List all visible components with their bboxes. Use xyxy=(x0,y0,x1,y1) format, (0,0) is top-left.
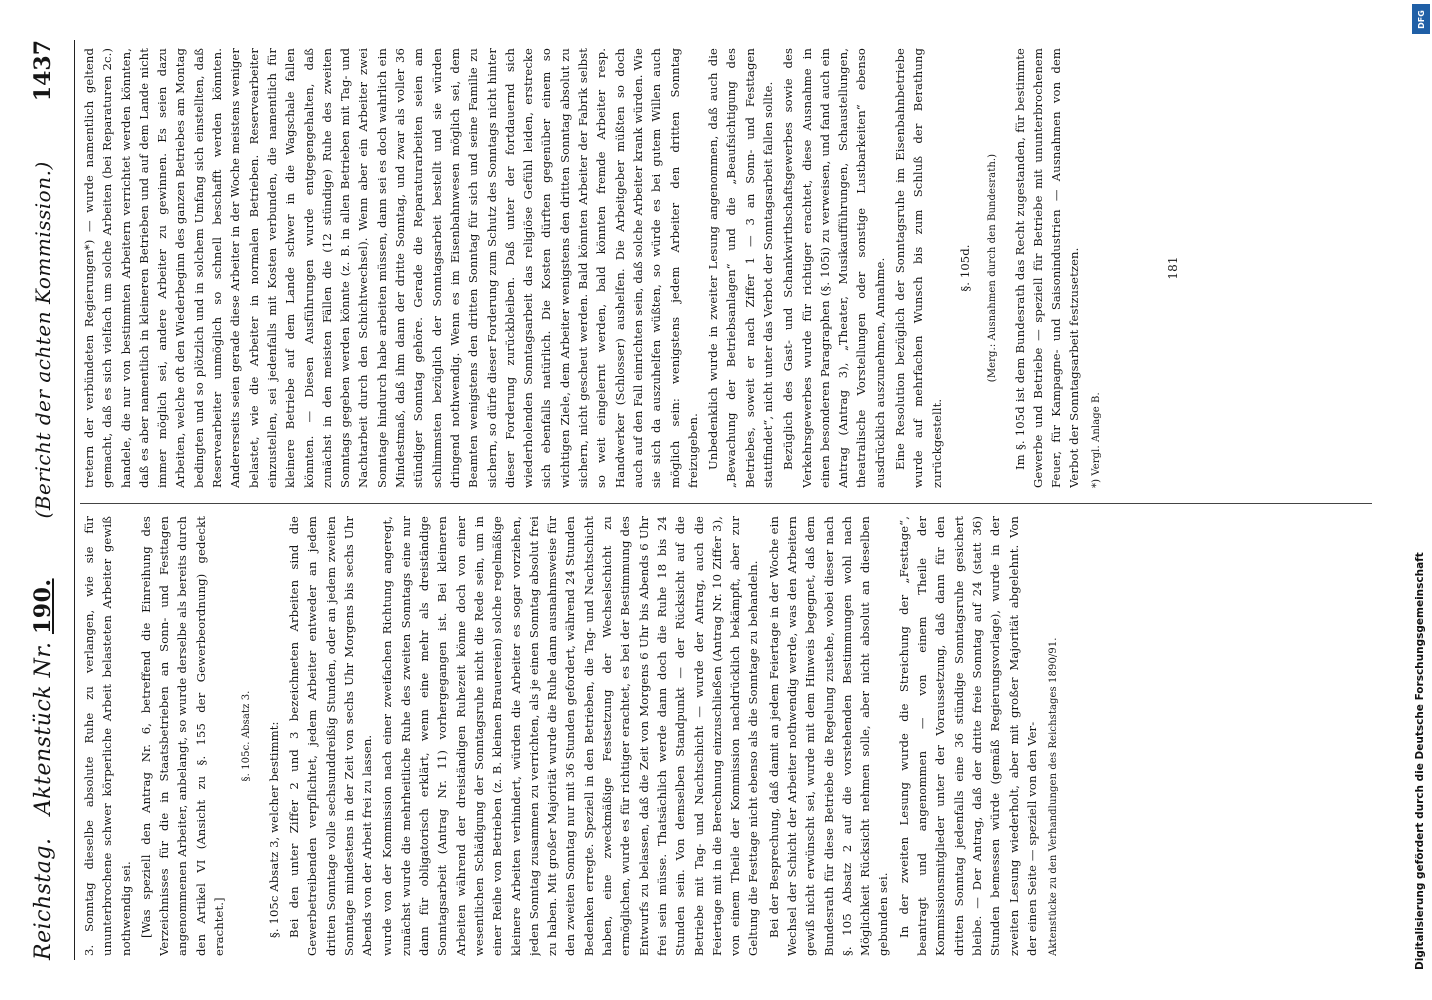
right-footnote: *) Vergl. Anlage B. xyxy=(1090,392,1102,488)
paragraph: Bezüglich des Gast- und Schankwirthschaftsgewerbes sowie des Verkehrsgewerbes wurde für richtiger erachtet, diese Ausnahme in einen besonderen Paragraphen (§. 105i) zu verweisen, und fand auch ein Antrag (Antrag 3), „Theater, Musikaufführungen, Schaustellungen, theatralische Vorstellungen oder sonstige Lustbarkeiten“ ebenso ausdrücklich auszunehmen, Annahme. xyxy=(781,48,887,488)
header-section-title: (Bericht der achten Kommission.) xyxy=(31,161,55,519)
right-column xyxy=(80,48,1372,488)
section-105d-title: §. 105d. xyxy=(957,244,972,292)
header-document-number: 190. xyxy=(30,578,56,635)
section-105d-subtitle: (Merg.: Ausnahmen durch den Bundesrath.) xyxy=(987,153,999,383)
dfg-logo xyxy=(1412,4,1430,34)
section-105d-text: Im §. 105d ist dem Bundesrath das Recht zugestanden, für bestimmte Gewerbe und Betriebe — speziell für Betriebe mit ununterbrochenem Feuer, für Kampagne- und Saisonindustrien — Ausnahmen von dem Verbot der Sonntagsarbeit festzusetzen. xyxy=(1012,48,1082,488)
page-header xyxy=(30,40,72,960)
header-left xyxy=(30,578,56,960)
paragraph: In der zweiten Lesung wurde die Streichung der „Festtage“, beantragt und angenommen — von einem Theile der Kommissionsmitglieder unter der Voraussetzung, daß dann für den dritten Sonntag jedenfalls eine 36 stündige Sonntagsruhe gesichert bleibe. — Der Antrag, daß der dritte freie Sonntag auf 24 (statt 36) Stunden bemessen würde (gemäß Regierungsvorlage), wurde in der zweiten Lesung wiederholt, aber mit großer Majorität abgelehnt. Von der einen Seite — speziell von den Ver- xyxy=(896,516,1039,956)
paragraph: 3. Sonntag dieselbe absolute Ruhe zu verlangen, wie sie für ununterbrochene schwer körperliche Arbeit belasteten Arbeiter gewiß nothwendig sei. xyxy=(82,516,133,956)
paragraph: Unbedenklich wurde in zweiter Lesung angenommen, daß auch die „Bewachung der Betriebsanlagen“ und die „Beaufsichtigung des Betriebes, soweit er nach Ziffer 1 — 3 an Sonn- und Festtagen stattfindet“, nicht unter das Verbot der Sonntagsarbeit fallen sollte. xyxy=(706,48,775,488)
dfg-watermark xyxy=(1410,0,1430,1000)
paragraph: [Was speziell den Antrag Nr. 6, betreffend die Einreihung des Verzeichnisses für die in Staatsbetrieben an Sonn- und Festtagen angenommenen Arbeiter, anbelangt, so wurde derselbe als bereits durch den Artikel VI (Ansicht zu §. 155 der Gewerbeordnung) gedeckt erachtet.] xyxy=(138,516,227,956)
header-rule xyxy=(74,40,75,960)
paragraph: tretern der verbündeten Regierungen*) — wurde namentlich geltend gemacht, daß es sich vielfach um solche Arbeiten (bei Reparaturen 2c.) handele, die nur von bestimmten Arbeitern verrichtet werden könnten, daß es aber namentlich in kleineren Betrieben und auf dem Lande nicht immer möglich sei, andere Arbeiter zu gewinnen. Es seien dazu Arbeiten, welche oft den Wiederbeginn des ganzen Betriebes am Montag bedingten und so plötzlich und in solchem Umfang sich einstellten, daß Reservearbeiter unmöglich so schnell beschafft werden könnten. Andererseits seien gerade diese Arbeiter in der Woche meistens weniger belastet, wie die Arbeiter in normalen Betrieben. Reservearbeiter einzustellen, sei jedenfalls mit Kosten verbunden, die namentlich für kleinere Betriebe auf dem Lande schwer in die Wagschale fallen könnten. — Diesen Ausführungen wurde entgegengehalten, daß zunächst in den meisten Fällen die (12 stündige) Ruhe des zweiten Sonntags gegeben werden könnte (z. B. in allen Betrieben mit Tag- und Nachtarbeit durch den Schichtwechsel). Wenn aber ein Arbeiter zwei Sonntage hindurch habe arbeiten müssen, dann sei es doch wahrlich ein Mindestmaß, daß ihm dann der dritte Sonntag, und zwar als voller 36 stündiger Sonntag gehöre. Gerade die Reparaturarbeiten seien am schlimmsten bezüglich der Sonntagsarbeit bestellt und sie würden dringend nothwendig. Wenn es im Eisenbahnwesen möglich sei, dem Beamten wenigstens den dritten Sonntag für sich und seine Familie zu sichern, so dürfe dieser Forderung zum Schutz des Sonntags nicht hinter dieser Forderung zurückbleiben. Daß unter der fortdauernd sich wiederholenden Sonntagsarbeit das religiöse Gefühl leiden, erstrecke sich ebenfalls natürlich. Die Kosten dürften gegenüber einem so wichtigen Ziele, dem Arbeiter wenigstens den dritten Sonntag absolut zu sichern, nicht gescheut werden. Bald könnten Arbeiter der Fabrik selbst so weit eingelernt werden, bald könnten fremde Arbeiter resp. Handwerker (Schlosser) aushelfen. Die Arbeitgeber müßten so doch auch auf den Fall einrichten sein, daß solche Arbeiter krank würden. Wie sie sich da auszuhelfen wüßten, so würde es bei gutem Willen auch möglich sein: wenigstens jedem Arbeiter den dritten Sonntag freizugeben. xyxy=(82,48,700,488)
left-column xyxy=(80,516,1372,956)
quoted-provision: Bei den unter Ziffer 2 und 3 bezeichneten Arbeiten sind die Gewerbetreibenden verpflichtet, jedem Arbeiter entweder an jedem dritten Sonntage volle sechsunddreißig Stunden, oder an jedem zweiten Sonntage mindestens in der Zeit von sechs Uhr Morgens bis sechs Uhr Abends von der Arbeit frei zu lassen. xyxy=(286,516,375,956)
watermark-text: Digitalisierung gefördert durch die Deutsche Forschungsgemeinschaft xyxy=(1414,552,1426,970)
page-number: 1437 xyxy=(30,40,56,102)
section-heading: §. 105c. Absatz 3. xyxy=(241,690,253,782)
sheet-number: 181 xyxy=(1165,256,1180,280)
paragraph: Bei der Besprechung, daß damit an jedem Feiertage in der Woche ein Wechsel der Schicht der Arbeiter nothwendig werde, was den Arbeitern gewiß nicht erwünscht sei, wurde mit dem Hinweis begegnet, daß dem Bundesrath für diese Betriebe die Regelung zustehe, wobei dieser nach §. 105 Absatz 2 auf die vorstehenden Bestimmungen wohl nach Möglichkeit Rücksicht nehmen solle, aber nicht absolut an dieselben gebunden sei. xyxy=(766,516,891,956)
header-aktenstueck: Aktenstück Nr. xyxy=(31,641,56,816)
paragraph: Eine Resolution bezüglich der Sonntagsruhe im Eisenbahnbetriebe wurde auf mehrfachen Wunsch bis zum Schluß der Berathung zurückgestellt. xyxy=(893,48,944,488)
left-footnote: Aktenstücke zu den Verhandlungen des Reichstages 1890/91. xyxy=(1048,637,1060,956)
dfg-logo-text: DFG xyxy=(1416,9,1426,29)
paragraph: wurde von der Kommission nach einer zweifachen Richtung angeregt, zunächst wurde die mehrheitliche Ruhe des zweiten Sonntags eine nur dann für obligatorisch erklärt, wenn eine mehr als dreiständige Sonntagsarbeit (Antrag Nr. 11) vorhergegangen ist. Bei kleineren Arbeiten während der dreiständigen Ruhezeit könne doch von einer wesentlichen Schädigung der Sonntagsruhe nicht die Rede sein, um in einer Reihe von Betrieben (z. B. kleinen Brauereien) solche regelmäßige kleinere Arbeiten verhindert, würden die Arbeiter es sogar vorziehen, jeden Sonntag zusammen zu verrichten, als je einen Sonntag absolut frei zu haben. Mit großer Majorität wurde die Ruhe dann ausnahmsweise für den zweiten Sonntag nur mit 36 Stunden gefordert, während 24 Stunden Bedenken erregte. Speziell in den Betrieben, die Tag- und Nachtschicht haben, eine zweckmäßige Festsetzung der Wechselschicht zu ermöglichen, wurde es für richtiger erachtet, es bei der Bestimmung des Entwurfs zu belassen, daß die Zeit von Morgens 6 Uhr bis Abends 6 Uhr frei sein müsse. Thatsächlich werde dann doch die Ruhe 18 bis 24 Stunden sein. Von demselben Standpunkt — der Rücksicht auf die Betriebe mit Tag- und Nachtschicht — wurde der Antrag, auch die Feiertage mit in die Berechnung einzuschließen (Antrag Nr. 10 Ziffer 3), von einem Theile der Kommission nachdrücklich bekämpft, aber zur Geltung die Festtage nicht ebenso als die Sonntage zu behandeln. xyxy=(380,516,761,956)
paragraph: §. 105c Absatz 3, welcher bestimmt: xyxy=(266,721,281,938)
header-reichstag: Reichstag. xyxy=(31,837,56,960)
column-separator xyxy=(80,503,1372,504)
